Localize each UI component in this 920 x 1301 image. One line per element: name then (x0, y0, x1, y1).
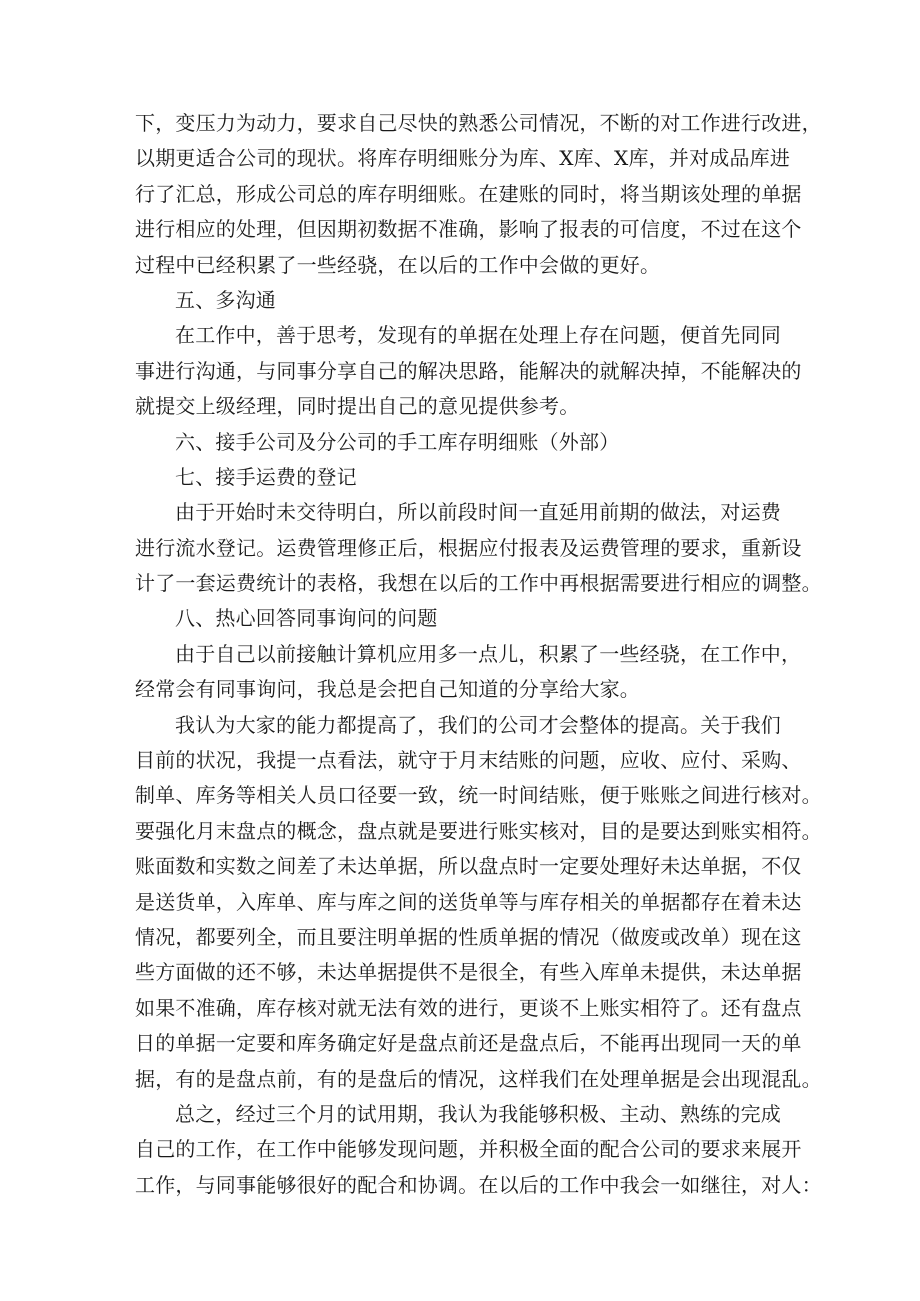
text-line: 进行流水登记。运费管理修正后，根据应付报表及运费管理的要求，重新设 (135, 535, 802, 560)
text-line: 以期更适合公司的现状。将库存明细账分为库、X库、X库，并对成品库进 (135, 146, 791, 171)
text-line: 八、热心回答同事询问的问题 (175, 606, 438, 631)
text-line: 是送货单，入库单、库与库之间的送货单等与库存相关的单据都存在着未达 (135, 889, 802, 914)
text-line: 由于开始时未交待明白，所以前段时间一直延用前期的做法，对运费 (175, 500, 781, 525)
text-line: 进行相应的处理，但因期初数据不准确，影响了报表的可信度，不过在这个 (135, 217, 802, 242)
text-line: 如果不准确，库存核对就无法有效的进行，更谈不上账实相符了。还有盘点 (135, 995, 802, 1020)
text-line: 目前的状况，我提一点看法，就守于月末结账的问题，应收、应付、采购、 (135, 748, 802, 773)
text-line: 下，变压力为动力，要求自己尽快的熟悉公司情况，不断的对工作进行改进， (135, 111, 822, 135)
text-line: 据，有的是盘点前，有的是盘后的情况，这样我们在处理单据是会出现混乱。 (135, 1066, 822, 1091)
text-line: 计了一套运费统计的表格，我想在以后的工作中再根据需要进行相应的调整。 (135, 571, 822, 596)
text-line: 七、接手运费的登记 (175, 464, 357, 489)
text-line: 日的单据一定要和库务确定好是盘点前还是盘点后，不能再出现同一天的单 (135, 1031, 802, 1056)
text-line: 事进行沟通，与同事分享自己的解决思路，能解决的就解决掉，不能解决的 (135, 358, 802, 383)
text-line: 由于自己以前接触计算机应用多一点儿，积累了一些经骁，在工作中， (175, 641, 802, 666)
text-line: 自己的工作，在工作中能够发现问题，并积极全面的配合公司的要求来展开 (135, 1137, 802, 1162)
text-line: 情况，都要列全，而且要注明单据的性质单据的情况（做废或改单）现在这 (135, 924, 802, 949)
text-line: 制单、库务等相关人员口径要一致，统一时间结账，便于账账之间进行核对。 (135, 783, 822, 808)
text-line: 在工作中，善于思考，发现有的单据在处理上存在问题，便首先同同 (175, 323, 781, 348)
text-line: 工作，与同事能够很好的配合和协调。在以后的工作中我会一如继往，对人： (135, 1172, 822, 1197)
text-line: 经常会有同事询问，我总是会把自己知道的分享给大家。 (135, 677, 640, 702)
text-line: 六、接手公司及分公司的手工库存明细账（外部） (175, 429, 620, 454)
text-line: 五、多沟通 (175, 287, 276, 312)
text-line: 就提交上级经理，同时提出自己的意见提供参考。 (135, 394, 580, 419)
text-line: 账面数和实数之间差了未达单据，所以盘点时一定要处理好未达单据，不仅 (135, 854, 802, 879)
text-line: 过程中已经积累了一些经骁，在以后的工作中会做的更好。 (135, 252, 661, 277)
text-line: 要强化月末盘点的概念，盘点就是要进行账实核对，目的是要达到账实相符。 (135, 818, 822, 843)
text-line: 我认为大家的能力都提高了，我们的公司才会整体的提高。关于我们 (175, 712, 781, 737)
document-body (135, 106, 822, 1203)
text-line: 行了汇总，形成公司总的库存明细账。在建账的同时，将当期该处理的单据 (135, 181, 802, 206)
text-line: 总之，经过三个月的试用期，我认为我能够积极、主动、熟练的完成 (175, 1101, 781, 1126)
text-line: 些方面做的还不够，未达单据提供不是很全，有些入库单未提供，未达单据 (135, 960, 802, 985)
